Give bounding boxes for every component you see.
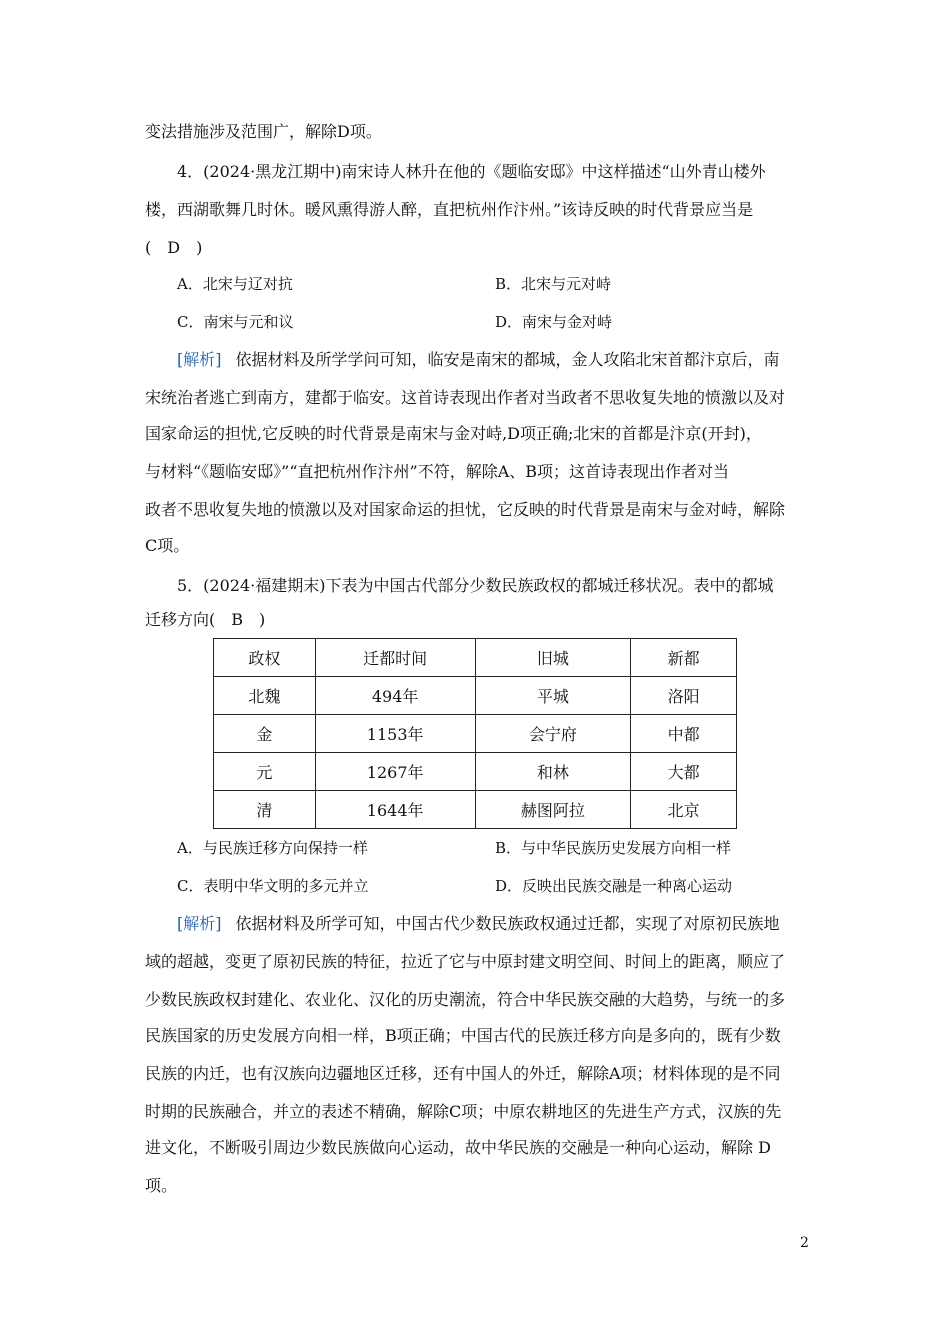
analysis-tag: [解析] xyxy=(177,350,222,369)
q4-analysis-line: 政者不思收复失地的愤激以及对国家命运的担忧，它反映的时代背景是南宋与金对峙，解除 xyxy=(145,500,786,519)
table-row xyxy=(214,715,737,753)
table-row xyxy=(214,791,737,829)
intro-tail-text: 变法措施涉及范围广，解除D项。 xyxy=(145,122,382,141)
table-row xyxy=(214,753,737,791)
capital-migration-table xyxy=(213,638,737,829)
q4-option-c: C．南宋与元和议 xyxy=(177,313,294,331)
q5-analysis-line: 民族的内迁，也有汉族向边疆地区迁移，还有中国人的外迁，解除A项；材料体现的是不同 xyxy=(145,1064,781,1083)
q4-analysis-line: 与材料“《题临安邸》”“直把杭州作汴州”不符，解除A、B项；这首诗表现出作者对当 xyxy=(145,462,730,481)
q5-analysis-line: 域的超越，变更了原初民族的特征，拉近了它与中原封建文明空间、时间上的距离，顺应了 xyxy=(145,952,786,971)
q4-answer-bracket: ( D ) xyxy=(145,238,203,257)
q5-analysis-line: 进文化，不断吸引周边少数民族做向心运动，故中华民族的交融是一种向心运动，解除 D xyxy=(145,1138,771,1157)
table-cell: 1153年 xyxy=(315,715,475,753)
table-row xyxy=(214,677,737,715)
q5-option-d: D．反映出民族交融是一种离心运动 xyxy=(495,877,733,895)
table-cell: 洛阳 xyxy=(631,677,737,715)
table-header-cell: 迁都时间 xyxy=(315,639,475,677)
table-cell: 大都 xyxy=(631,753,737,791)
q5-stem-line: 5．(2024·福建期末)下表为中国古代部分少数民族政权的都城迁移状况。表中的都城 xyxy=(177,576,774,595)
q5-analysis-line: 民族国家的历史发展方向相一样，B项正确；中国古代的民族迁移方向是多向的，既有少数 xyxy=(145,1026,781,1045)
q4-analysis-line: C项。 xyxy=(145,536,190,555)
table-cell: 北京 xyxy=(631,791,737,829)
page-number: 2 xyxy=(800,1235,809,1251)
table-cell: 金 xyxy=(214,715,316,753)
q4-option-d: D．南宋与金对峙 xyxy=(495,313,613,331)
table-header-cell: 旧城 xyxy=(475,639,631,677)
q5-option-b: B．与中华民族历史发展方向相一样 xyxy=(495,839,732,857)
q4-analysis-line: 宋统治者逃亡到南方，建都于临安。这首诗表现出作者对当政者不思收复失地的愤激以及对 xyxy=(145,388,786,407)
table-cell: 会宁府 xyxy=(475,715,631,753)
q4-stem-line: 4．(2024·黑龙江期中)南宋诗人林升在他的《题临安邸》中这样描述“山外青山楼外 xyxy=(177,162,766,181)
table-cell: 1267年 xyxy=(315,753,475,791)
q5-stem-line: 迁移方向( B ) xyxy=(145,610,266,629)
analysis-tag: [解析] xyxy=(177,914,222,933)
table-cell: 494年 xyxy=(315,677,475,715)
analysis-text: 依据材料及所学可知，中国古代少数民族政权通过迁都，实现了对原初民族地 xyxy=(235,914,780,933)
q4-stem-line: 楼，西湖歌舞几时休。暖风熏得游人醉，直把杭州作汴州。”该诗反映的时代背景应当是 xyxy=(145,200,754,219)
q5-analysis-line: 时期的民族融合，并立的表述不精确，解除C项；中原农耕地区的先进生产方式，汉族的先 xyxy=(145,1102,782,1121)
q5-option-a: A．与民族迁移方向保持一样 xyxy=(177,839,368,857)
table-header-cell: 政权 xyxy=(214,639,316,677)
analysis-text: 依据材料及所学学问可知，临安是南宋的都城，金人攻陷北宋首都汴京后，南 xyxy=(235,350,780,369)
q5-option-c: C．表明中华文明的多元并立 xyxy=(177,877,369,895)
q5-analysis-line: 项。 xyxy=(145,1176,178,1195)
table-cell: 北魏 xyxy=(214,677,316,715)
q5-analysis-first-line xyxy=(177,914,780,934)
table-cell: 元 xyxy=(214,753,316,791)
table-header-row xyxy=(214,639,737,677)
table-cell: 平城 xyxy=(475,677,631,715)
table-header-cell: 新都 xyxy=(631,639,737,677)
table-cell: 和林 xyxy=(475,753,631,791)
q4-analysis-first-line xyxy=(177,350,780,370)
table-cell: 中都 xyxy=(631,715,737,753)
q4-analysis-line: 国家命运的担忧,它反映的时代背景是南宋与金对峙,D项正确;北宋的首都是汴京(开封)， xyxy=(145,424,762,443)
q4-option-a: A．北宋与辽对抗 xyxy=(177,275,293,293)
q4-option-b: B．北宋与元对峙 xyxy=(495,275,612,293)
table-cell: 1644年 xyxy=(315,791,475,829)
q5-analysis-line: 少数民族政权封建化、农业化、汉化的历史潮流，符合中华民族交融的大趋势，与统一的多 xyxy=(145,990,786,1009)
table-cell: 赫图阿拉 xyxy=(475,791,631,829)
table-cell: 清 xyxy=(214,791,316,829)
